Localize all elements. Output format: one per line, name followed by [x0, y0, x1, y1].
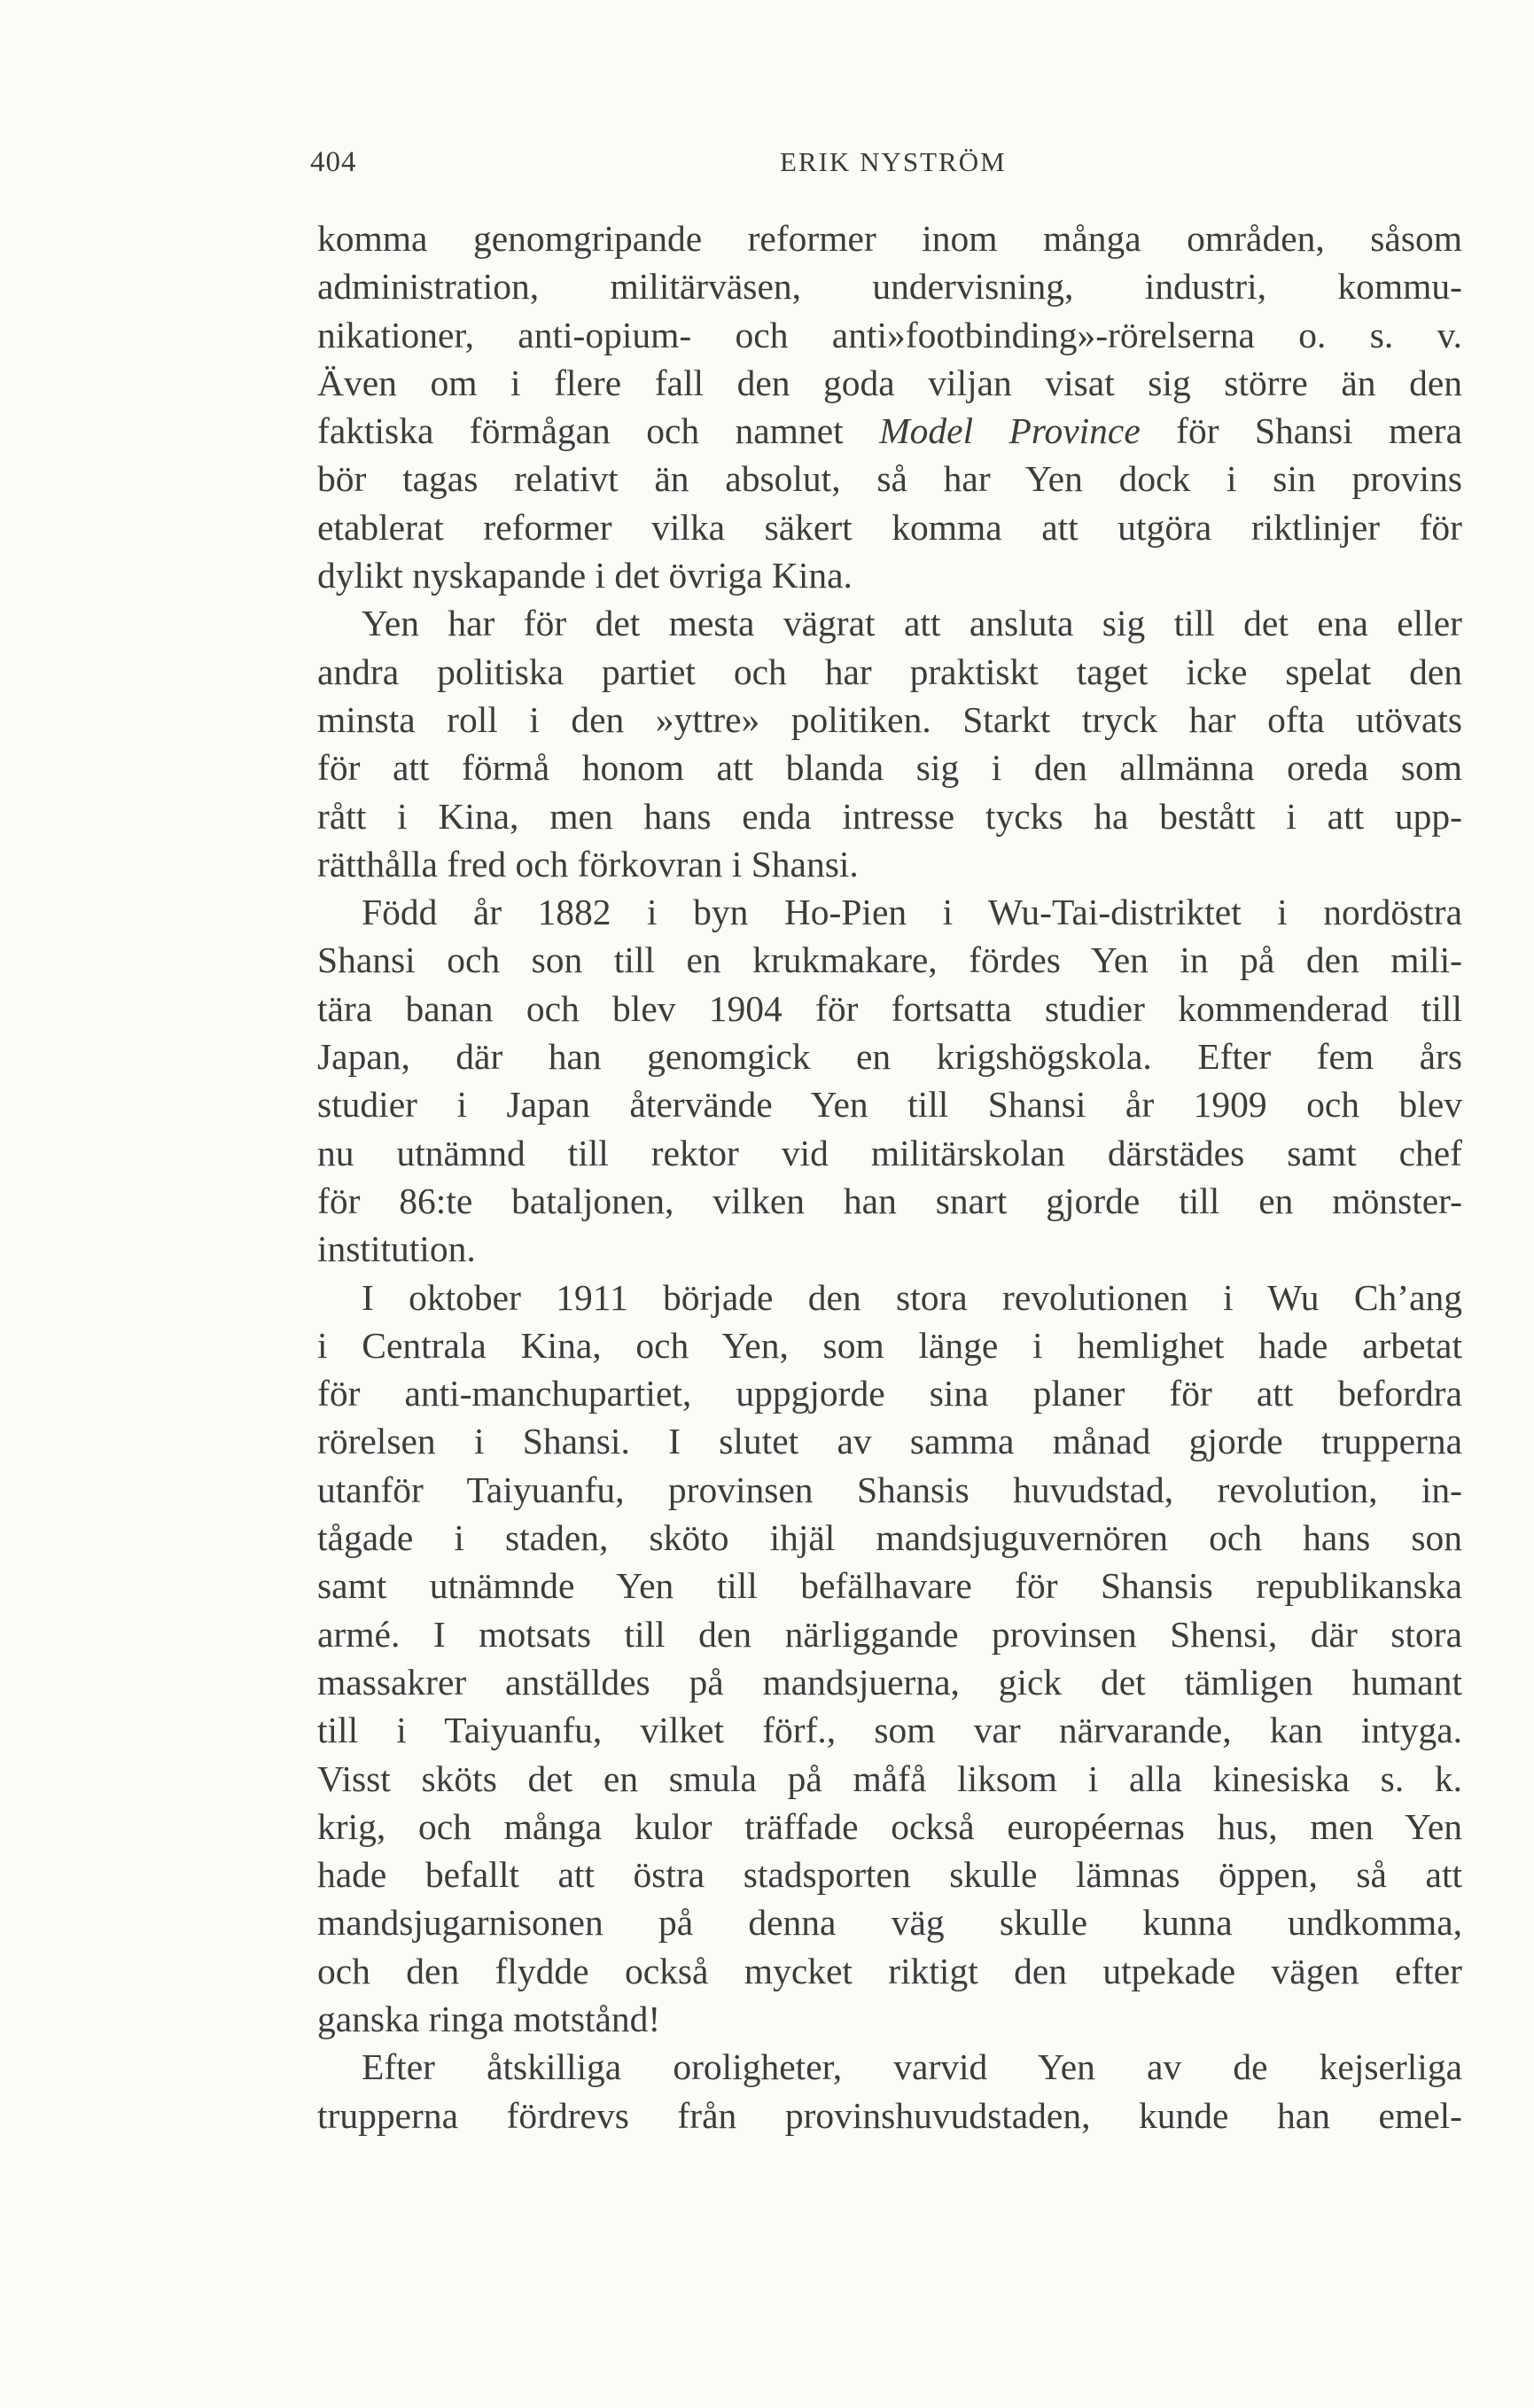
text-line: etablerat reformer vilka säkert komma att utgöra riktlinjer för: [317, 506, 1462, 548]
text-line: mandsjugarnisonen på denna väg skulle kunna undkomma,: [317, 1902, 1462, 1944]
text-line: Shansi och son till en krukmakare, fördes Yen in på den mili-: [317, 939, 1462, 981]
text-line: till i Taiyuanfu, vilket förf., som var närvarande, kan intyga.: [317, 1710, 1462, 1751]
text-line: komma genomgripande reformer inom många områden, såsom: [317, 218, 1462, 259]
text-line: minsta roll i den »yttre» politiken. Starkt tryck har ofta utövats: [317, 698, 1462, 740]
text-line: Visst sköts det en smula på måfå liksom i alla kinesiska s. k.: [317, 1757, 1462, 1799]
text-segment: faktiska förmågan och namnet: [317, 410, 844, 452]
text-line: krig, och många kulor träffade också européernas hus, men Yen: [317, 1805, 1462, 1847]
text-line: hade befallt att östra stadsporten skulle lämnas öppen, så att: [317, 1854, 1462, 1896]
text-line: tågade i staden, sköto ihjäl mandsjuguvernören och hans son: [317, 1517, 1462, 1559]
text-line: nu utnämnd till rektor vid militärskolan därstädes samt chef: [317, 1132, 1462, 1173]
text-line: för anti-manchupartiet, uppgjorde sina planer för att befordra: [317, 1373, 1462, 1414]
text-line: trupperna fördrevs från provinshuvudstaden, kunde han emel-: [317, 2094, 1462, 2136]
running-head: ERIK NYSTRÖM: [780, 146, 1007, 177]
text-line: nikationer, anti-opium- och anti»footbinding»-rörelserna o. s. v.: [317, 314, 1462, 355]
page-header: [310, 146, 1462, 191]
text-line: armé. I motsats till den närliggande provinsen Shensi, där stora: [317, 1613, 1462, 1655]
text-line: tära banan och blev 1904 för fortsatta studier kommenderad till: [317, 987, 1462, 1029]
text-line: massakrer anställdes på mandsjuerna, gick det tämligen humant: [317, 1661, 1462, 1703]
text-line: och den flydde också mycket riktigt den utpekade vägen efter: [317, 1950, 1462, 1991]
text-line: bör tagas relativt än absolut, så har Yen dock i sin provins: [317, 458, 1462, 500]
page-number: 404: [310, 146, 357, 178]
text-line: ganska ringa motstånd!: [317, 1998, 661, 2039]
text-line: rörelsen i Shansi. I slutet av samma månad gjorde trupperna: [317, 1421, 1462, 1462]
text-line: institution.: [317, 1228, 476, 1270]
text-line: andra politiska partiet och har praktiskt taget icke spelat den: [317, 651, 1462, 692]
text-line: för att förmå honom att blanda sig i den allmänna oreda som: [317, 747, 1462, 789]
text-line: studier i Japan återvände Yen till Shansi år 1909 och blev: [317, 1084, 1462, 1126]
text-line: i Centrala Kina, och Yen, som länge i hemlighet hade arbetat: [317, 1324, 1462, 1366]
text-line: [317, 407, 1462, 455]
text-line: utanför Taiyuanfu, provinsen Shansis huvudstad, revolution, in-: [317, 1469, 1462, 1510]
text-segment: för Shansi mera: [1176, 410, 1462, 452]
text-line: administration, militärväsen, undervisning, industri, kommu-: [317, 266, 1462, 308]
text-line: I oktober 1911 började den stora revolutionen i Wu Ch’ang: [362, 1276, 1462, 1318]
text-line: Efter åtskilliga oroligheter, varvid Yen av de kejserliga: [362, 2046, 1462, 2088]
text-line: för 86:te bataljonen, vilken han snart gjorde till en mönster-: [317, 1180, 1462, 1221]
text-line: Yen har för det mesta vägrat att ansluta sig till det ena eller: [362, 603, 1462, 644]
text-line: Japan, där han genomgick en krigshögskola. Efter fem års: [317, 1036, 1462, 1078]
italic-term-model-province: Model Province: [879, 410, 1141, 452]
text-line: rätthålla fred och förkovran i Shansi.: [317, 843, 859, 884]
text-line: Även om i flere fall den goda viljan visat sig större än den: [317, 362, 1462, 403]
text-line: samt utnämnde Yen till befälhavare för Shansis republikanska: [317, 1565, 1462, 1607]
text-line: Född år 1882 i byn Ho-Pien i Wu-Tai-distriktet i nordöstra: [362, 892, 1462, 933]
text-line: rått i Kina, men hans enda intresse tycks ha bestått i att upp-: [317, 795, 1462, 837]
text-line: dylikt nyskapande i det övriga Kina.: [317, 555, 853, 596]
body-text: [317, 214, 1462, 2139]
